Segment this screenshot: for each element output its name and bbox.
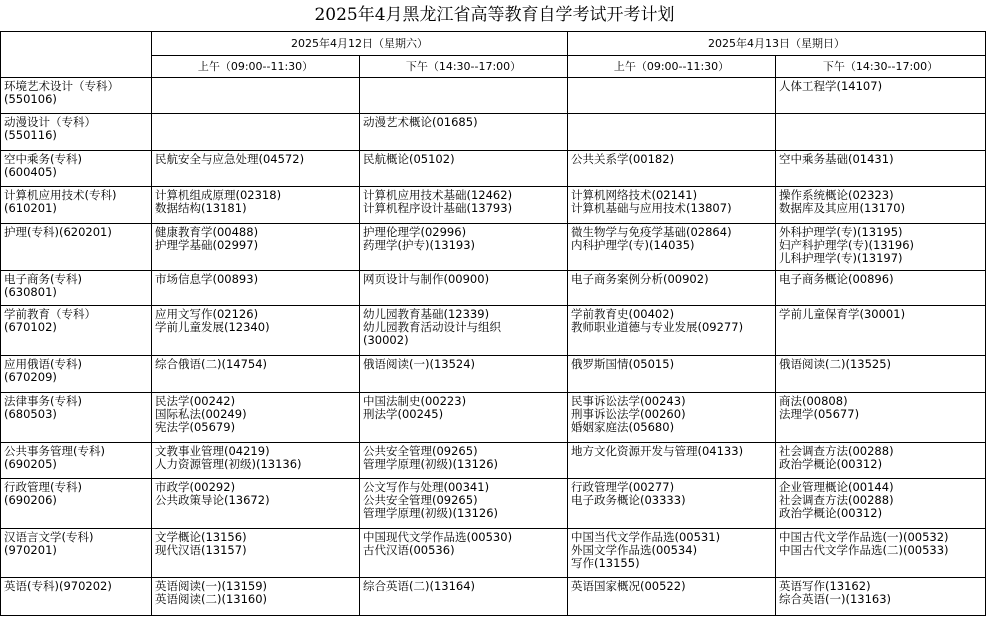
table-row (1, 271, 986, 306)
exam-cell (568, 356, 776, 393)
exam-cell (776, 271, 986, 306)
major-line: 学前教育（专科） (4, 307, 96, 321)
course-name: 内科护理学(专)(14035) (571, 238, 695, 252)
session-header: 下午（14:30--17:00） (776, 56, 986, 78)
course-name: 现代汉语(13157) (155, 543, 247, 557)
table-row (1, 306, 986, 356)
course-name: 人体工程学(14107) (779, 79, 883, 93)
major-cell (1, 306, 152, 356)
exam-cell (568, 151, 776, 187)
exam-cell (152, 78, 360, 114)
table-row (1, 78, 986, 114)
course-name: 政治学概论(00312) (779, 506, 883, 520)
major-cell (1, 151, 152, 187)
major-line: 行政管理(专科) (4, 480, 82, 494)
course-name: 健康教育学(00488) (155, 225, 259, 239)
course-name: 中国现代文学作品选(00530) (363, 530, 513, 544)
course-name: 俄语阅读(二)(13525) (779, 357, 892, 371)
course-name: 市场信息学(00893) (155, 272, 259, 286)
major-line: 法律事务(专科) (4, 394, 82, 408)
course-name: 综合英语(二)(13164) (363, 579, 476, 593)
course-name: 企业管理概论(00144) (779, 480, 894, 494)
course-name: 网页设计与制作(00900) (363, 272, 490, 286)
major-cell (1, 529, 152, 578)
major-cell (1, 271, 152, 306)
major-line: (970201) (4, 543, 57, 557)
exam-cell (152, 151, 360, 187)
exam-cell (776, 151, 986, 187)
session-header: 上午（09:00--11:30） (152, 56, 360, 78)
course-name: 文教事业管理(04219) (155, 444, 270, 458)
major-cell (1, 443, 152, 479)
course-name: 外科护理学(专)(13195) (779, 225, 903, 239)
course-name: 外国文学作品选(00534) (571, 543, 698, 557)
course-name: 英语写作(13162) (779, 579, 871, 593)
course-name: 公共关系学(00182) (571, 152, 675, 166)
schedule-body (1, 78, 986, 616)
major-line: (550116) (4, 128, 57, 142)
course-name: 公文写作与处理(00341) (363, 480, 490, 494)
course-name: 管理学原理(初级)(13126) (363, 457, 499, 471)
course-name: 电子商务案例分析(00902) (571, 272, 709, 286)
major-line: 公共事务管理(专科) (4, 444, 105, 458)
course-name: 儿科护理学(专)(13197) (779, 251, 903, 265)
exam-cell (776, 78, 986, 114)
major-line: 应用俄语(专科) (4, 357, 82, 371)
major-cell (1, 224, 152, 271)
exam-cell (568, 78, 776, 114)
exam-cell (152, 187, 360, 224)
exam-cell (776, 578, 986, 616)
exam-cell (776, 187, 986, 224)
course-name: 民事诉讼法学(00243) (571, 394, 686, 408)
course-name: 计算机网络技术(02141) (571, 188, 698, 202)
course-name: 婚姻家庭法(05680) (571, 420, 675, 434)
course-name: 管理学原理(初级)(13126) (363, 506, 499, 520)
session-header: 下午（14:30--17:00） (360, 56, 568, 78)
course-name: 护理伦理学(02996) (363, 225, 467, 239)
major-line: 电子商务(专科) (4, 272, 82, 286)
exam-cell (568, 187, 776, 224)
major-line: 计算机应用技术(专科) (4, 188, 117, 202)
exam-cell (152, 393, 360, 443)
exam-cell (568, 443, 776, 479)
exam-cell (152, 356, 360, 393)
course-name: 中国古代文学作品选(二)(00533) (779, 543, 949, 557)
major-cell (1, 393, 152, 443)
exam-cell (568, 306, 776, 356)
course-name: 电子政务概论(03333) (571, 493, 686, 507)
course-name: 英语国家概况(00522) (571, 579, 686, 593)
exam-cell (152, 578, 360, 616)
table-row (1, 529, 986, 578)
course-name: 人力资源管理(初级)(13136) (155, 457, 302, 471)
session-header: 上午（09:00--11:30） (568, 56, 776, 78)
course-name: 民航概论(05102) (363, 152, 455, 166)
exam-cell (776, 224, 986, 271)
course-name: 行政管理学(00277) (571, 480, 675, 494)
major-line: (690206) (4, 493, 57, 507)
exam-cell (152, 271, 360, 306)
course-name: 妇产科护理学(专)(13196) (779, 238, 915, 252)
major-line: (610201) (4, 201, 57, 215)
exam-cell (360, 78, 568, 114)
major-line: (600405) (4, 165, 57, 179)
day-header-row (1, 32, 986, 56)
course-name: 操作系统概论(02323) (779, 188, 894, 202)
major-line: (690205) (4, 457, 57, 471)
course-name: 地方文化资源开发与管理(04133) (571, 444, 744, 458)
course-name: 商法(00808) (779, 394, 848, 408)
exam-cell (776, 393, 986, 443)
course-name: 公共安全管理(09265) (363, 493, 478, 507)
course-name: 社会调查方法(00288) (779, 493, 894, 507)
course-name: 计算机程序设计基础(13793) (363, 201, 513, 215)
course-name: 中国古代文学作品选(一)(00532) (779, 530, 949, 544)
course-name: 英语阅读(二)(13160) (155, 592, 268, 606)
major-cell (1, 114, 152, 151)
course-name: 写作(13155) (571, 556, 640, 570)
major-cell (1, 187, 152, 224)
course-name: 幼儿园教育基础(12339) (363, 307, 490, 321)
course-name: 刑事诉讼法学(00260) (571, 407, 686, 421)
exam-cell (360, 114, 568, 151)
course-name: 护理学基础(02997) (155, 238, 259, 252)
table-row (1, 187, 986, 224)
course-name: 学前儿童保育学(30001) (779, 307, 906, 321)
table-row (1, 224, 986, 271)
course-name: 幼儿园教育活动设计与组织 (363, 320, 501, 334)
exam-cell (360, 443, 568, 479)
day-header-1: 2025年4月12日（星期六） (152, 32, 568, 56)
table-row (1, 356, 986, 393)
exam-cell (568, 479, 776, 529)
course-name: 综合俄语(二)(14754) (155, 357, 268, 371)
major-line: 护理(专科)(620201) (4, 225, 112, 239)
exam-cell (776, 529, 986, 578)
major-line: 汉语言文学(专科) (4, 530, 94, 544)
course-name: 市政学(00292) (155, 480, 236, 494)
exam-cell (152, 306, 360, 356)
major-line: (670102) (4, 320, 57, 334)
corner-cell (1, 32, 152, 78)
major-line: (670209) (4, 370, 57, 384)
exam-cell (568, 224, 776, 271)
course-name: 公共政策导论(13672) (155, 493, 270, 507)
course-name: 电子商务概论(00896) (779, 272, 894, 286)
table-row (1, 479, 986, 529)
exam-cell (360, 224, 568, 271)
course-name: 政治学概论(00312) (779, 457, 883, 471)
major-cell (1, 356, 152, 393)
table-row (1, 393, 986, 443)
course-name: 法理学(05677) (779, 407, 860, 421)
course-name: 计算机基础与应用技术(13807) (571, 201, 732, 215)
major-line: 动漫设计（专科） (4, 115, 96, 129)
exam-cell (360, 271, 568, 306)
table-row (1, 114, 986, 151)
major-line: 空中乘务(专科) (4, 152, 82, 166)
major-cell (1, 578, 152, 616)
exam-cell (360, 529, 568, 578)
exam-cell (152, 443, 360, 479)
course-name: 综合英语(一)(13163) (779, 592, 892, 606)
course-name: 中国当代文学作品选(00531) (571, 530, 721, 544)
course-name: 文学概论(13156) (155, 530, 247, 544)
exam-cell (776, 306, 986, 356)
course-name: 数据库及其应用(13170) (779, 201, 906, 215)
exam-cell (776, 443, 986, 479)
exam-cell (776, 479, 986, 529)
course-name: 国际私法(00249) (155, 407, 247, 421)
course-name: 动漫艺术概论(01685) (363, 115, 478, 129)
exam-cell (568, 271, 776, 306)
course-name: 计算机应用技术基础(12462) (363, 188, 513, 202)
exam-cell (152, 114, 360, 151)
course-name: 中国法制史(00223) (363, 394, 467, 408)
exam-schedule-table (0, 31, 986, 616)
major-line: 英语(专科)(970202) (4, 579, 112, 593)
day-header-2: 2025年4月13日（星期日） (568, 32, 986, 56)
course-name: 公共安全管理(09265) (363, 444, 478, 458)
course-name: 空中乘务基础(01431) (779, 152, 894, 166)
course-name: 宪法学(05679) (155, 420, 236, 434)
course-name: 民航安全与应急处理(04572) (155, 152, 305, 166)
major-cell (1, 78, 152, 114)
exam-cell (776, 356, 986, 393)
course-name: 英语阅读(一)(13159) (155, 579, 268, 593)
exam-cell (360, 306, 568, 356)
table-row (1, 578, 986, 616)
course-name: 计算机组成原理(02318) (155, 188, 282, 202)
course-name: 俄语阅读(一)(13524) (363, 357, 476, 371)
exam-cell (568, 114, 776, 151)
major-line: (630801) (4, 285, 57, 299)
exam-cell (360, 356, 568, 393)
major-line: (680503) (4, 407, 57, 421)
course-name: 俄罗斯国情(05015) (571, 357, 675, 371)
course-name: 教师职业道德与专业发展(09277) (571, 320, 744, 334)
exam-cell (568, 393, 776, 443)
course-name: 学前教育史(00402) (571, 307, 675, 321)
course-name: 数据结构(13181) (155, 201, 247, 215)
major-line: (550106) (4, 92, 57, 106)
course-name: 应用文写作(02126) (155, 307, 259, 321)
table-row (1, 151, 986, 187)
exam-cell (568, 578, 776, 616)
course-name: 微生物学与免疫学基础(02864) (571, 225, 732, 239)
page-title: 2025年4月黑龙江省高等教育自学考试开考计划 (314, 5, 675, 25)
exam-cell (360, 578, 568, 616)
exam-cell (152, 479, 360, 529)
exam-cell (152, 224, 360, 271)
course-name: 学前儿童发展(12340) (155, 320, 270, 334)
exam-cell (360, 187, 568, 224)
course-name: 刑法学(00245) (363, 407, 444, 421)
major-line: 环境艺术设计（专科） (4, 79, 119, 93)
major-cell (1, 479, 152, 529)
exam-cell (360, 393, 568, 443)
exam-cell (360, 151, 568, 187)
course-name: 药理学(护专)(13193) (363, 238, 476, 252)
course-name: 民法学(00242) (155, 394, 236, 408)
exam-cell (568, 529, 776, 578)
table-row (1, 443, 986, 479)
exam-cell (152, 529, 360, 578)
course-name: 社会调查方法(00288) (779, 444, 894, 458)
exam-cell (360, 479, 568, 529)
exam-cell (776, 114, 986, 151)
course-name: 古代汉语(00536) (363, 543, 455, 557)
course-name: (30002) (363, 333, 409, 347)
